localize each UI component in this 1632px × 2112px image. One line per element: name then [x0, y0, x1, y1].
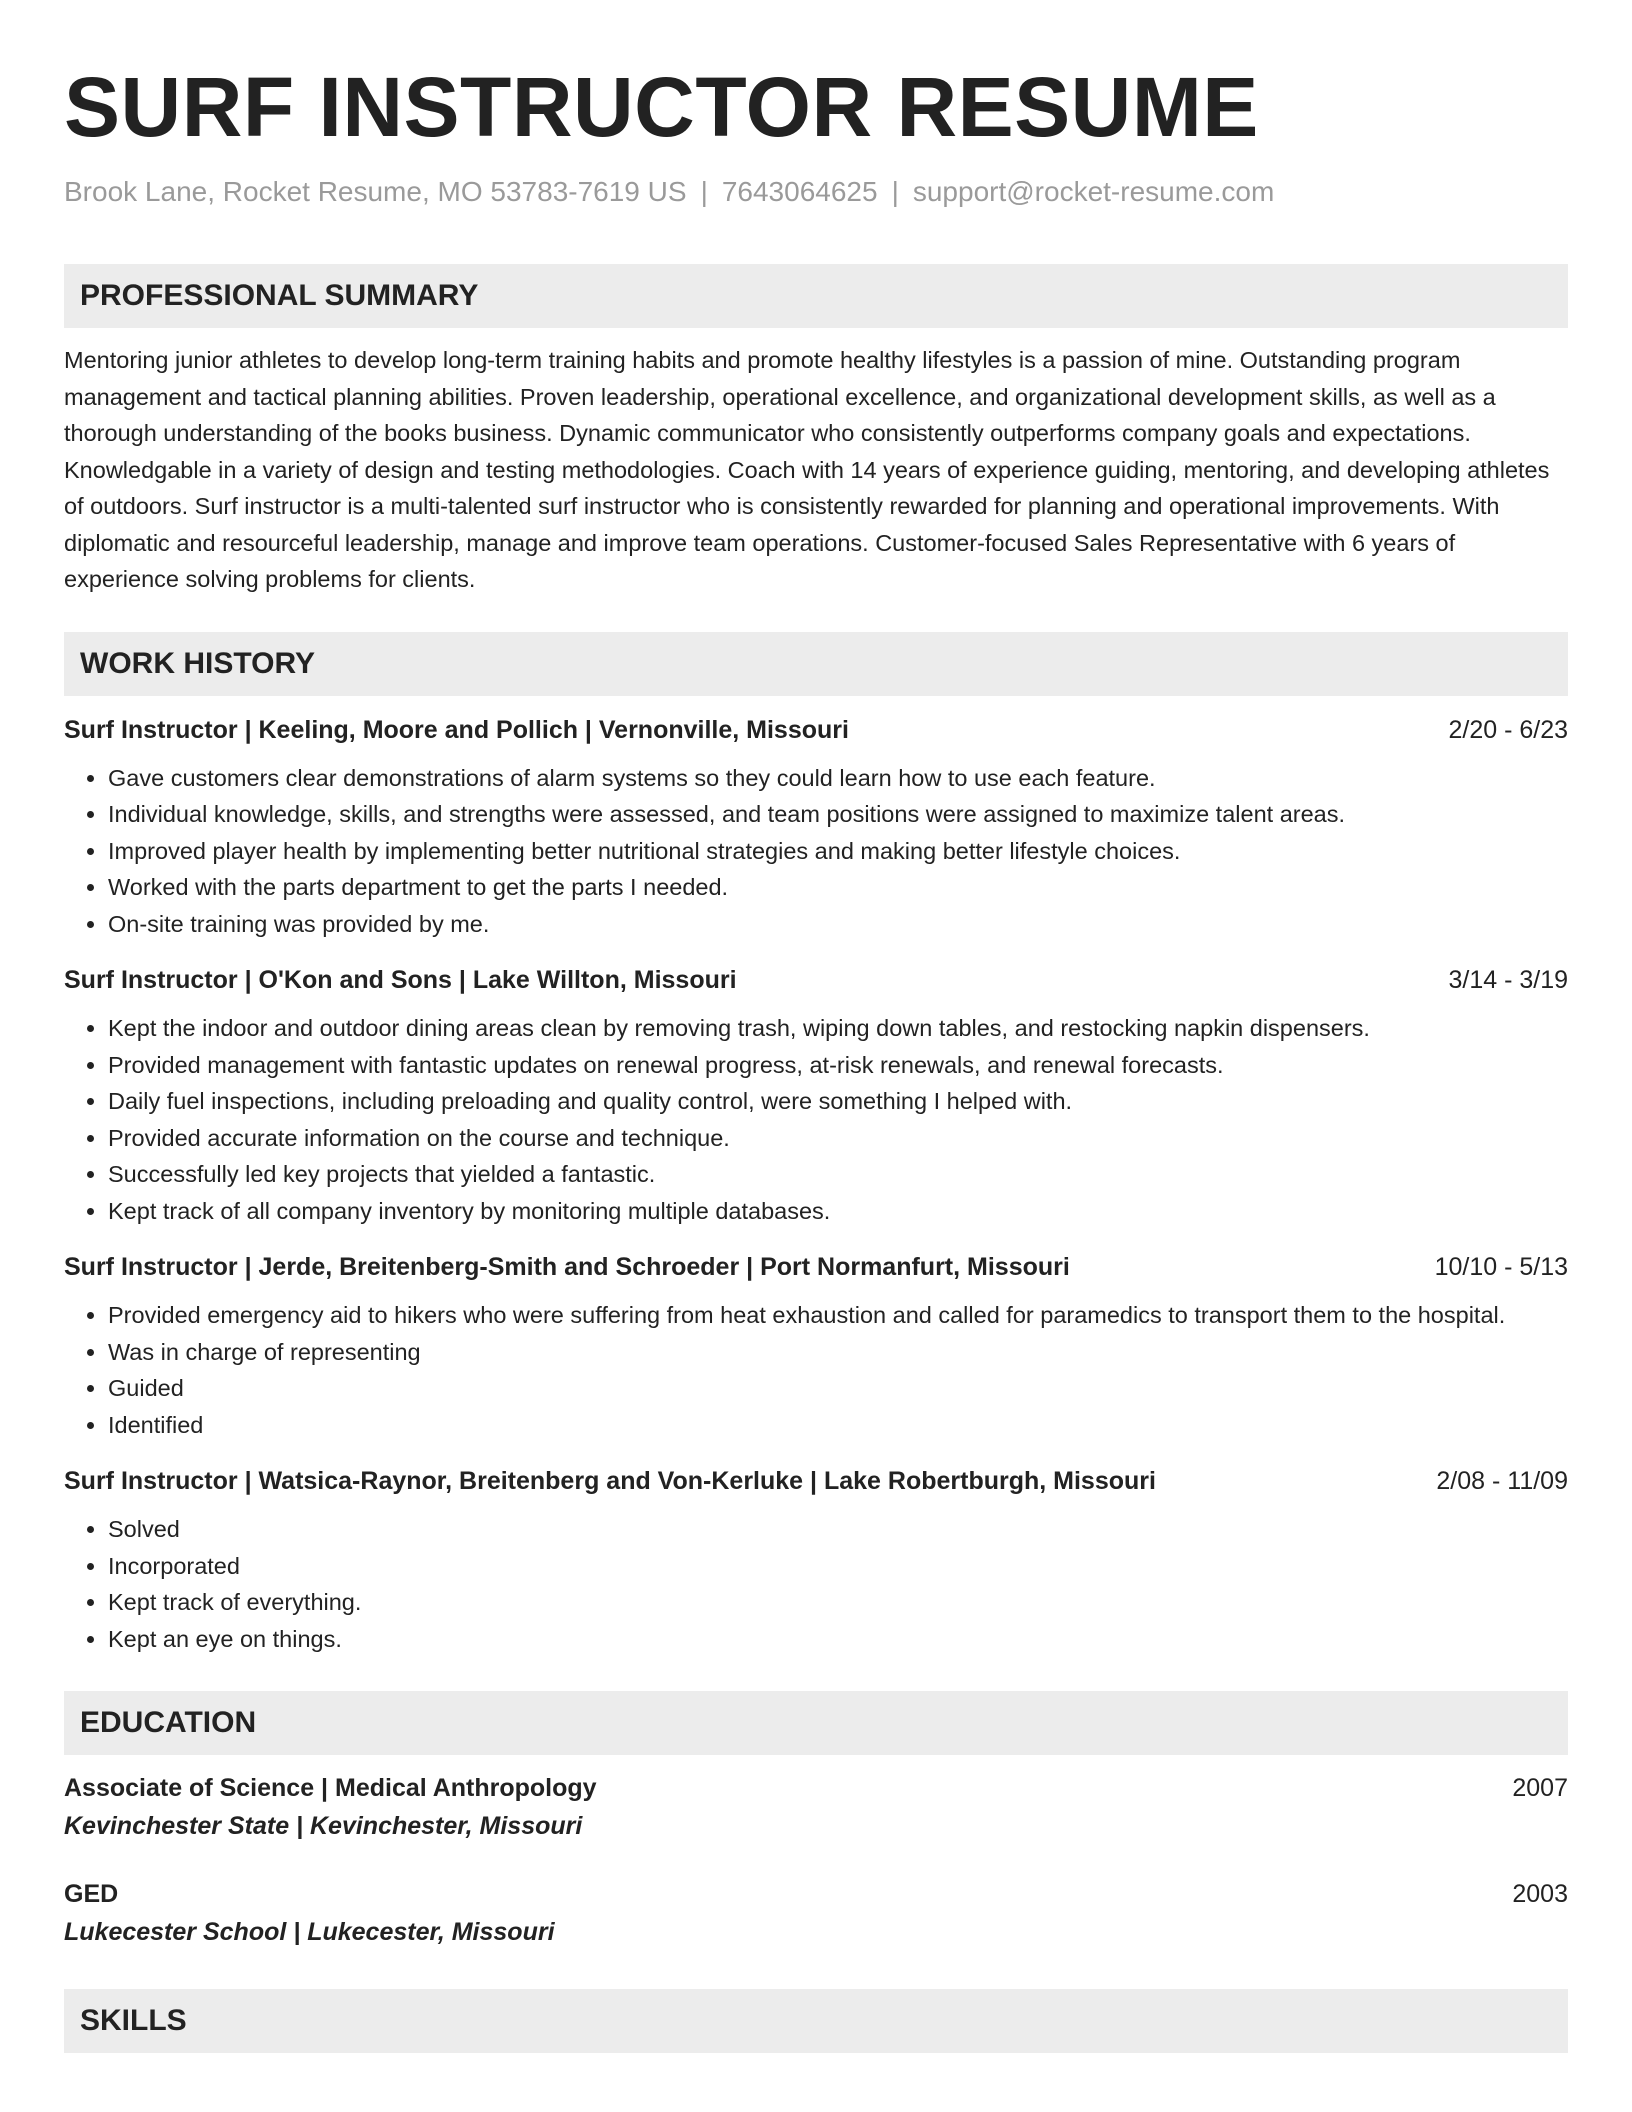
education-year: 2003: [1512, 1880, 1568, 1908]
job-bullets: [64, 1010, 1568, 1229]
education-heading: EDUCATION: [64, 1691, 1568, 1755]
job-title: Surf Instructor | Keeling, Moore and Pollich | Vernonville, Missouri: [64, 715, 849, 744]
job-bullet: • Was in charge of representing: [108, 1334, 1568, 1371]
job-bullets: [64, 1297, 1568, 1443]
job-bullet: • Incorporated: [108, 1548, 1568, 1585]
job-entry: [64, 710, 1568, 943]
job-bullets: [64, 760, 1568, 943]
skills-heading: SKILLS: [64, 1989, 1568, 2053]
contact-separator: |: [891, 176, 899, 207]
job-bullet: • Kept track of everything.: [108, 1584, 1568, 1621]
work-history-heading: WORK HISTORY: [64, 632, 1568, 696]
job-header: [64, 1461, 1568, 1501]
job-bullet: • Provided emergency aid to hikers who were suffering from heat exhaustion and called for paramedics to transport them to the hospital.: [108, 1297, 1568, 1334]
education-degree: GED: [64, 1880, 119, 1908]
education-entry: [64, 1875, 1568, 1951]
job-entry: [64, 1461, 1568, 1657]
job-bullet: • Provided management with fantastic updates on renewal progress, at-risk renewals, and renewal forecasts.: [108, 1047, 1568, 1084]
job-title: Surf Instructor | Jerde, Breitenberg-Smith and Schroeder | Port Normanfurt, Missouri: [64, 1253, 1070, 1281]
job-bullet: • Gave customers clear demonstrations of alarm systems so they could learn how to use each feature.: [108, 760, 1568, 797]
education-list: [64, 1769, 1568, 1951]
education-school: Kevinchester State | Kevinchester, Missouri: [64, 1812, 583, 1840]
work-history-list: [64, 710, 1568, 1658]
job-dates: 10/10 - 5/13: [1434, 1253, 1568, 1281]
summary-heading: PROFESSIONAL SUMMARY: [64, 264, 1568, 328]
job-bullet: • Identified: [108, 1407, 1568, 1444]
job-bullet: • Solved: [108, 1511, 1568, 1548]
job-bullet: • Individual knowledge, skills, and strengths were assessed, and team positions were assigned to maximize talent areas.: [108, 796, 1568, 833]
job-dates: 2/20 - 6/23: [1448, 715, 1568, 744]
education-degree: Associate of Science | Medical Anthropology: [64, 1774, 597, 1802]
job-bullet: • Kept an eye on things.: [108, 1621, 1568, 1658]
job-bullet: • Worked with the parts department to get the parts I needed.: [108, 869, 1568, 906]
education-year: 2007: [1512, 1774, 1568, 1802]
education-header: [64, 1769, 1568, 1807]
job-title: Surf Instructor | O'Kon and Sons | Lake Willton, Missouri: [64, 966, 737, 994]
education-entry: [64, 1769, 1568, 1845]
job-entry: [64, 960, 1568, 1229]
contact-email: support@rocket-resume.com: [912, 176, 1275, 207]
job-bullet: • Daily fuel inspections, including preloading and quality control, were something I helped with.: [108, 1083, 1568, 1120]
job-header: [64, 1247, 1568, 1287]
education-header: [64, 1875, 1568, 1913]
education-school: Lukecester School | Lukecester, Missouri: [64, 1918, 555, 1946]
contact-line: [64, 172, 1568, 212]
job-bullets: [64, 1511, 1568, 1657]
resume-title: SURF INSTRUCTOR RESUME: [64, 60, 1259, 154]
job-header: [64, 710, 1568, 750]
job-bullet: • Guided: [108, 1370, 1568, 1407]
summary-text: Mentoring junior athletes to develop long-term training habits and promote healthy lifestyles is a passion of mine. Outstanding program management and tactical planning abilities. Proven leadership, operational excellence, and organizational development skills, as well as a thorough understanding of the books business. Dynamic communicator who consistently outperforms company goals and expectations. Knowledgable in a variety of design and testing methodologies. Coach with 14 years of experience guiding, mentoring, and developing athletes of outdoors. Surf instructor is a multi-talented surf instructor who is consistently rewarded for planning and operational improvements. With diplomatic and resourceful leadership, manage and improve team operations. Customer-focused Sales Representative with 6 years of experience solving problems for clients.: [64, 347, 1550, 592]
job-bullet: • Provided accurate information on the course and technique.: [108, 1120, 1568, 1157]
job-bullet: • Improved player health by implementing better nutritional strategies and making better lifestyle choices.: [108, 833, 1568, 870]
job-header: [64, 960, 1568, 1000]
job-bullet: • On-site training was provided by me.: [108, 906, 1568, 943]
contact-phone: 7643064625: [721, 176, 878, 207]
job-dates: 3/14 - 3/19: [1448, 966, 1568, 994]
job-bullet: • Kept track of all company inventory by monitoring multiple databases.: [108, 1193, 1568, 1230]
job-bullet: • Successfully led key projects that yielded a fantastic.: [108, 1156, 1568, 1193]
contact-separator: |: [700, 176, 708, 207]
job-title: Surf Instructor | Watsica-Raynor, Breitenberg and Von-Kerluke | Lake Robertburgh, Missouri: [64, 1467, 1156, 1495]
contact-address: Brook Lane, Rocket Resume, MO 53783-7619 US: [64, 176, 687, 207]
job-bullet: • Kept the indoor and outdoor dining areas clean by removing trash, wiping down tables, and restocking napkin dispensers.: [108, 1010, 1568, 1047]
job-entry: [64, 1247, 1568, 1443]
job-dates: 2/08 - 11/09: [1436, 1467, 1568, 1495]
